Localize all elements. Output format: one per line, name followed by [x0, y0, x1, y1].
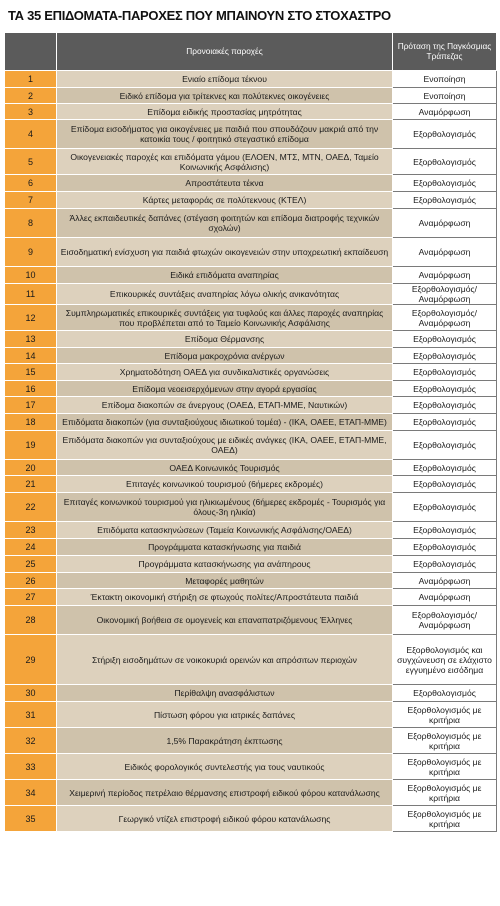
row-number: 15 [5, 364, 57, 381]
table-row [5, 522, 497, 539]
benefit-name: Προγράμματα κατασκήνωσης για παιδιά [57, 539, 393, 556]
row-number: 29 [5, 635, 57, 685]
row-number: 31 [5, 702, 57, 728]
benefit-name: Πίστωση φόρου για ιατρικές δαπάνες [57, 702, 393, 728]
row-number: 27 [5, 589, 57, 606]
proposal-value: Ενοποίηση [393, 88, 497, 104]
row-number: 1 [5, 71, 57, 88]
table-row [5, 175, 497, 192]
benefit-name: Συμπληρωματικές επικουρικές συντάξεις για τυφλούς και άλλες παροχές αναπηρίας που προβλέπεται από το Ταμείο Κοινωνικής Ασφάλισης [57, 305, 393, 331]
row-number: 8 [5, 209, 57, 238]
row-number: 12 [5, 305, 57, 331]
row-number: 33 [5, 754, 57, 780]
table-row [5, 539, 497, 556]
proposal-value: Εξορθολογισμός με κριτήρια [393, 754, 497, 780]
row-number: 16 [5, 381, 57, 397]
proposal-value: Εξορθολογισμός [393, 381, 497, 397]
proposal-value: Εξορθολογισμός [393, 175, 497, 192]
row-number: 18 [5, 414, 57, 431]
proposal-value: Εξορθολογισμός [393, 493, 497, 522]
number-column-header [5, 33, 57, 71]
benefit-name: Κάρτες μεταφοράς σε πολύτεκνους (ΚΤΕΛ) [57, 192, 393, 209]
proposal-value: Αναμόρφωση [393, 589, 497, 606]
table-row [5, 284, 497, 305]
table-row [5, 702, 497, 728]
proposal-column-header: Πρόταση της Παγκόσμιας Τράπεζας [393, 33, 497, 71]
proposal-value: Εξορθολογισμός [393, 414, 497, 431]
row-number: 6 [5, 175, 57, 192]
table-row [5, 493, 497, 522]
table-row [5, 780, 497, 806]
proposal-value: Ενοποίηση [393, 71, 497, 88]
benefit-name: Στήριξη εισοδημάτων σε νοικοκυριά ορεινών και απρόσιτων περιοχών [57, 635, 393, 685]
benefit-name: Ειδικά επιδόματα αναπηρίας [57, 267, 393, 284]
proposal-value: Εξορθολογισμός [393, 192, 497, 209]
proposal-value: Εξορθολογισμός [393, 556, 497, 573]
proposal-value: Εξορθολογισμός [393, 364, 497, 381]
benefit-name: Επιδόματα διακοπών (για συνταξιούχους ιδιωτικού τομέα) - (ΙΚΑ, ΟΑΕΕ, ΕΤΑΠ-ΜΜΕ) [57, 414, 393, 431]
proposal-value: Εξορθολογισμός [393, 149, 497, 175]
row-number: 22 [5, 493, 57, 522]
benefit-name: Γεωργικό ντίζελ επιστροφή ειδικού φόρου κατανάλωσης [57, 806, 393, 832]
row-number: 10 [5, 267, 57, 284]
benefit-name: Προγράμματα κατασκήνωσης για ανάπηρους [57, 556, 393, 573]
proposal-value: Εξορθολογισμός και συγχώνευση σε ελάχιστο εγγυημένο εισόδημα [393, 635, 497, 685]
proposal-value: Εξορθολογισμός/ Αναμόρφωση [393, 606, 497, 635]
benefit-name: Επιδόματα κατασκηνώσεων (Ταμεία Κοινωνικής Ασφάλισης/ΟΑΕΔ) [57, 522, 393, 539]
row-number: 13 [5, 331, 57, 348]
row-number: 35 [5, 806, 57, 832]
proposal-value: Εξορθολογισμός [393, 476, 497, 493]
row-number: 24 [5, 539, 57, 556]
benefit-name: ΟΑΕΔ Κοινωνικός Τουρισμός [57, 460, 393, 476]
benefit-name: Ενιαίο επίδομα τέκνου [57, 71, 393, 88]
table-row [5, 573, 497, 589]
table-row [5, 414, 497, 431]
proposal-value: Αναμόρφωση [393, 209, 497, 238]
row-number: 30 [5, 685, 57, 702]
table-row [5, 209, 497, 238]
table-row [5, 397, 497, 414]
table-body [5, 71, 497, 832]
benefit-name: Επίδομα μακροχρόνια ανέργων [57, 348, 393, 364]
benefit-name: Επίδομα ειδικής προστασίας μητρότητας [57, 104, 393, 120]
benefit-name: Απροστάτευτα τέκνα [57, 175, 393, 192]
table-row [5, 331, 497, 348]
benefit-name: Ειδικός φορολογικός συντελεστής για τους ναυτικούς [57, 754, 393, 780]
benefit-name: Άλλες εκπαιδευτικές δαπάνες (στέγαση φοιτητών και επίδομα διατροφής τεχνικών σχολών) [57, 209, 393, 238]
proposal-value: Εξορθολογισμός [393, 460, 497, 476]
proposal-value: Εξορθολογισμός [393, 539, 497, 556]
row-number: 14 [5, 348, 57, 364]
proposal-value: Εξορθολογισμός [393, 120, 497, 149]
row-number: 26 [5, 573, 57, 589]
proposal-value: Εξορθολογισμός [393, 397, 497, 414]
row-number: 2 [5, 88, 57, 104]
row-number: 25 [5, 556, 57, 573]
table-row [5, 238, 497, 267]
table-row [5, 192, 497, 209]
proposal-value: Εξορθολογισμός [393, 431, 497, 460]
proposal-value: Εξορθολογισμός [393, 348, 497, 364]
row-number: 21 [5, 476, 57, 493]
table-row [5, 476, 497, 493]
row-number: 28 [5, 606, 57, 635]
table-row [5, 635, 497, 685]
table-row [5, 104, 497, 120]
row-number: 34 [5, 780, 57, 806]
row-number: 11 [5, 284, 57, 305]
benefit-name: Έκτακτη οικονομική στήριξη σε φτωχούς πολίτες/Απροστάτευτα παιδιά [57, 589, 393, 606]
row-number: 32 [5, 728, 57, 754]
benefit-name: Επίδομα Θέρμανσης [57, 331, 393, 348]
table-row [5, 71, 497, 88]
benefit-name: Χειμερινή περίοδος πετρέλαιο θέρμανσης επιστροφή ειδικού φόρου κατανάλωσης [57, 780, 393, 806]
benefit-name: Επικουρικές συντάξεις αναπηρίας λόγω ολικής ανικανότητας [57, 284, 393, 305]
benefit-name: Επιδόματα διακοπών για συνταξιούχους με ειδικές ανάγκες (ΙΚΑ, ΟΑΕΕ, ΕΤΑΠ-ΜΜΕ, ΟΑΕΔ) [57, 431, 393, 460]
table-row [5, 589, 497, 606]
table-row [5, 364, 497, 381]
row-number: 5 [5, 149, 57, 175]
table-row [5, 149, 497, 175]
benefit-name: Επιταγές κοινωνικού τουρισμού (6ήμερες εκδρομές) [57, 476, 393, 493]
table-row [5, 685, 497, 702]
benefit-name: Επιταγές κοινωνικού τουρισμού για ηλικιωμένους (6ήμερες εκδρομές - Τουρισμός για όλους-3η ηλικία) [57, 493, 393, 522]
proposal-value: Αναμόρφωση [393, 267, 497, 284]
proposal-value: Εξορθολογισμός [393, 331, 497, 348]
proposal-value: Εξορθολογισμός/ Αναμόρφωση [393, 305, 497, 331]
benefits-table [4, 32, 497, 832]
row-number: 4 [5, 120, 57, 149]
table-row [5, 348, 497, 364]
benefit-name: Χρηματοδότηση ΟΑΕΔ για συνδικαλιστικές οργανώσεις [57, 364, 393, 381]
table-row [5, 806, 497, 832]
table-row [5, 754, 497, 780]
table-row [5, 728, 497, 754]
row-number: 7 [5, 192, 57, 209]
proposal-value: Εξορθολογισμός με κριτήρια [393, 780, 497, 806]
benefit-name: Εισοδηματική ενίσχυση για παιδιά φτωχών οικογενειών στην υποχρεωτική εκπαίδευση [57, 238, 393, 267]
proposal-value: Εξορθολογισμός [393, 522, 497, 539]
proposal-value: Εξορθολογισμός με κριτήρια [393, 806, 497, 832]
benefit-name: Ειδικό επίδομα για τρίτεκνες και πολύτεκνες οικογένειες [57, 88, 393, 104]
benefit-name: Επίδομα διακοπών σε άνεργους (ΟΑΕΔ, ΕΤΑΠ-ΜΜΕ, Ναυτικών) [57, 397, 393, 414]
benefit-name: Επίδομα νεοεισερχόμενων στην αγορά εργασίας [57, 381, 393, 397]
table-row [5, 556, 497, 573]
benefit-name: Οικονομική βοήθεια σε ομογενείς και επαναπατριζόμενους Έλληνες [57, 606, 393, 635]
proposal-value: Εξορθολογισμός/ Αναμόρφωση [393, 284, 497, 305]
table-row [5, 431, 497, 460]
table-header-row [5, 33, 497, 71]
table-row [5, 460, 497, 476]
benefit-name: Μεταφορές μαθητών [57, 573, 393, 589]
proposal-value: Εξορθολογισμός [393, 685, 497, 702]
row-number: 23 [5, 522, 57, 539]
row-number: 3 [5, 104, 57, 120]
table-row [5, 606, 497, 635]
proposal-value: Αναμόρφωση [393, 104, 497, 120]
table-row [5, 381, 497, 397]
row-number: 9 [5, 238, 57, 267]
proposal-value: Αναμόρφωση [393, 573, 497, 589]
table-row [5, 305, 497, 331]
row-number: 19 [5, 431, 57, 460]
table-row [5, 120, 497, 149]
proposal-value: Εξορθολογισμός με κριτήρια [393, 702, 497, 728]
page-title: ΤΑ 35 ΕΠΙΔΟΜΑΤΑ-ΠΑΡΟΧΕΣ ΠΟΥ ΜΠΑΙΝΟΥΝ ΣΤΟ ΣΤΟΧΑΣΤΡΟ [8, 8, 391, 23]
row-number: 20 [5, 460, 57, 476]
row-number: 17 [5, 397, 57, 414]
proposal-value: Εξορθολογισμός με κριτήρια [393, 728, 497, 754]
benefit-column-header: Προνοιακές παροχές [57, 33, 393, 71]
benefit-name: Περίθαλψη ανασφάλιστων [57, 685, 393, 702]
benefit-name: Επίδομα εισοδήματος για οικογένειες με παιδιά που σπουδάζουν μακριά από την κατοικία τους / φοιτητικό στεγαστικό επίδομα [57, 120, 393, 149]
table-row [5, 267, 497, 284]
table-row [5, 88, 497, 104]
proposal-value: Αναμόρφωση [393, 238, 497, 267]
benefit-name: Οικογενειακές παροχές και επιδόματα γάμου (ΕΛΟΕΝ, ΜΤΣ, ΜΤΝ, ΟΑΕΔ, Ταμείο Κοινωνικής Ασφάλισης) [57, 149, 393, 175]
benefit-name: 1,5% Παρακράτηση έκπτωσης [57, 728, 393, 754]
